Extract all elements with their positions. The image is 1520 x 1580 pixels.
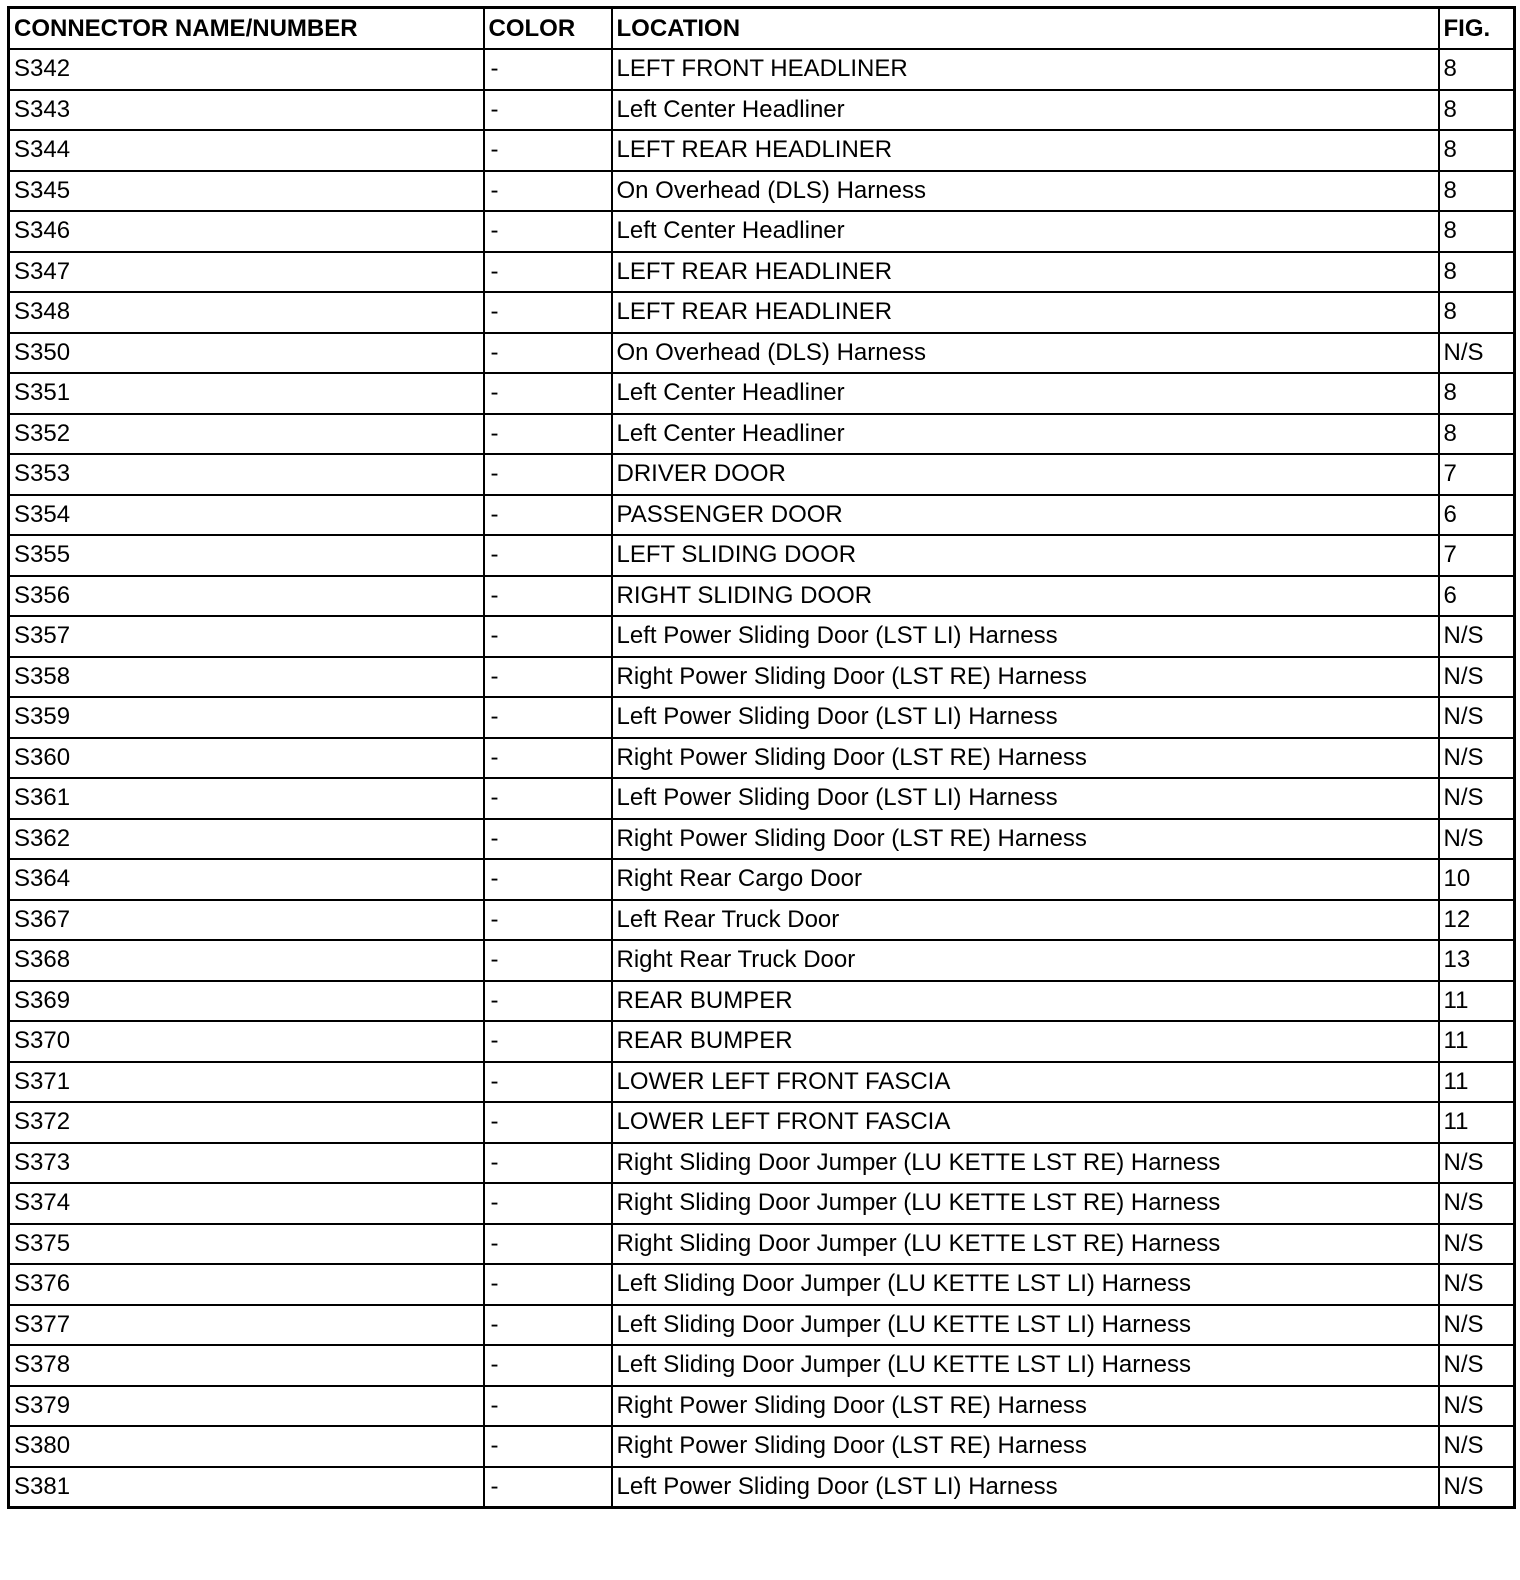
location-cell: LEFT SLIDING DOOR	[612, 535, 1439, 576]
color-cell: -	[484, 130, 612, 171]
connector-name-cell: S351	[9, 373, 484, 414]
location-cell: Left Rear Truck Door	[612, 900, 1439, 941]
connector-name-cell: S380	[9, 1426, 484, 1467]
table-row	[9, 1467, 1515, 1508]
connector-name-cell: S370	[9, 1021, 484, 1062]
fig-cell: 11	[1439, 1021, 1515, 1062]
table-row	[9, 1102, 1515, 1143]
location-cell: PASSENGER DOOR	[612, 495, 1439, 536]
color-cell: -	[484, 1305, 612, 1346]
fig-cell: N/S	[1439, 1386, 1515, 1427]
header-color: COLOR	[484, 8, 612, 50]
connector-name-cell: S373	[9, 1143, 484, 1184]
connector-name-cell: S350	[9, 333, 484, 374]
fig-cell: 8	[1439, 90, 1515, 131]
connector-table	[7, 6, 1516, 1509]
connector-name-cell: S378	[9, 1345, 484, 1386]
connector-name-cell: S364	[9, 859, 484, 900]
color-cell: -	[484, 1143, 612, 1184]
connector-name-cell: S372	[9, 1102, 484, 1143]
table-row	[9, 454, 1515, 495]
fig-cell: 8	[1439, 49, 1515, 90]
table-row	[9, 1224, 1515, 1265]
connector-name-cell: S367	[9, 900, 484, 941]
location-cell: Right Power Sliding Door (LST RE) Harness	[612, 1426, 1439, 1467]
color-cell: -	[484, 252, 612, 293]
table-row	[9, 414, 1515, 455]
fig-cell: N/S	[1439, 333, 1515, 374]
table-row	[9, 657, 1515, 698]
connector-name-cell: S345	[9, 171, 484, 212]
fig-cell: 8	[1439, 414, 1515, 455]
fig-cell: N/S	[1439, 1183, 1515, 1224]
location-cell: Right Rear Truck Door	[612, 940, 1439, 981]
connector-name-cell: S353	[9, 454, 484, 495]
table-row	[9, 171, 1515, 212]
connector-name-cell: S360	[9, 738, 484, 779]
table-row	[9, 616, 1515, 657]
location-cell: Right Power Sliding Door (LST RE) Harness	[612, 657, 1439, 698]
table-row	[9, 1183, 1515, 1224]
location-cell: LEFT REAR HEADLINER	[612, 292, 1439, 333]
table-row	[9, 535, 1515, 576]
table-row	[9, 495, 1515, 536]
color-cell: -	[484, 738, 612, 779]
connector-name-cell: S346	[9, 211, 484, 252]
location-cell: Left Center Headliner	[612, 414, 1439, 455]
header-fig: FIG.	[1439, 8, 1515, 50]
location-cell: Left Power Sliding Door (LST LI) Harness	[612, 1467, 1439, 1508]
table-row	[9, 940, 1515, 981]
fig-cell: 11	[1439, 1062, 1515, 1103]
location-cell: Left Sliding Door Jumper (LU KETTE LST LI) Harness	[612, 1345, 1439, 1386]
location-cell: LOWER LEFT FRONT FASCIA	[612, 1062, 1439, 1103]
location-cell: Left Center Headliner	[612, 90, 1439, 131]
table-row	[9, 373, 1515, 414]
location-cell: REAR BUMPER	[612, 981, 1439, 1022]
color-cell: -	[484, 1426, 612, 1467]
table-row	[9, 292, 1515, 333]
location-cell: On Overhead (DLS) Harness	[612, 333, 1439, 374]
color-cell: -	[484, 373, 612, 414]
table-row	[9, 981, 1515, 1022]
fig-cell: 11	[1439, 981, 1515, 1022]
color-cell: -	[484, 657, 612, 698]
connector-name-cell: S359	[9, 697, 484, 738]
color-cell: -	[484, 1021, 612, 1062]
color-cell: -	[484, 697, 612, 738]
location-cell: Right Power Sliding Door (LST RE) Harness	[612, 1386, 1439, 1427]
connector-name-cell: S347	[9, 252, 484, 293]
table-row	[9, 900, 1515, 941]
color-cell: -	[484, 211, 612, 252]
fig-cell: 12	[1439, 900, 1515, 941]
table-row	[9, 49, 1515, 90]
location-cell: LEFT FRONT HEADLINER	[612, 49, 1439, 90]
location-cell: REAR BUMPER	[612, 1021, 1439, 1062]
color-cell: -	[484, 495, 612, 536]
color-cell: -	[484, 1467, 612, 1508]
color-cell: -	[484, 1345, 612, 1386]
location-cell: Right Sliding Door Jumper (LU KETTE LST RE) Harness	[612, 1183, 1439, 1224]
fig-cell: 8	[1439, 171, 1515, 212]
color-cell: -	[484, 900, 612, 941]
connector-name-cell: S352	[9, 414, 484, 455]
color-cell: -	[484, 292, 612, 333]
location-cell: Right Sliding Door Jumper (LU KETTE LST RE) Harness	[612, 1224, 1439, 1265]
table-row	[9, 130, 1515, 171]
fig-cell: 8	[1439, 252, 1515, 293]
location-cell: Right Power Sliding Door (LST RE) Harness	[612, 819, 1439, 860]
location-cell: Left Power Sliding Door (LST LI) Harness	[612, 697, 1439, 738]
connector-name-cell: S368	[9, 940, 484, 981]
fig-cell: 11	[1439, 1102, 1515, 1143]
fig-cell: N/S	[1439, 1345, 1515, 1386]
table-row	[9, 1021, 1515, 1062]
color-cell: -	[484, 171, 612, 212]
location-cell: On Overhead (DLS) Harness	[612, 171, 1439, 212]
table-row	[9, 1305, 1515, 1346]
table-row	[9, 1345, 1515, 1386]
table-row	[9, 211, 1515, 252]
table-row	[9, 1062, 1515, 1103]
fig-cell: N/S	[1439, 1467, 1515, 1508]
connector-name-cell: S354	[9, 495, 484, 536]
connector-name-cell: S358	[9, 657, 484, 698]
color-cell: -	[484, 535, 612, 576]
table-row	[9, 576, 1515, 617]
fig-cell: N/S	[1439, 1426, 1515, 1467]
color-cell: -	[484, 1183, 612, 1224]
connector-name-cell: S362	[9, 819, 484, 860]
location-cell: Left Center Headliner	[612, 211, 1439, 252]
fig-cell: N/S	[1439, 1224, 1515, 1265]
location-cell: Left Center Headliner	[612, 373, 1439, 414]
connector-name-cell: S375	[9, 1224, 484, 1265]
color-cell: -	[484, 859, 612, 900]
location-cell: Left Sliding Door Jumper (LU KETTE LST LI) Harness	[612, 1305, 1439, 1346]
fig-cell: 8	[1439, 130, 1515, 171]
color-cell: -	[484, 1062, 612, 1103]
fig-cell: N/S	[1439, 1305, 1515, 1346]
location-cell: Left Sliding Door Jumper (LU KETTE LST LI) Harness	[612, 1264, 1439, 1305]
color-cell: -	[484, 1386, 612, 1427]
table-row	[9, 778, 1515, 819]
color-cell: -	[484, 819, 612, 860]
location-cell: LOWER LEFT FRONT FASCIA	[612, 1102, 1439, 1143]
connector-name-cell: S355	[9, 535, 484, 576]
table-row	[9, 1426, 1515, 1467]
connector-name-cell: S371	[9, 1062, 484, 1103]
table-row	[9, 859, 1515, 900]
fig-cell: 13	[1439, 940, 1515, 981]
location-cell: Right Power Sliding Door (LST RE) Harness	[612, 738, 1439, 779]
connector-name-cell: S357	[9, 616, 484, 657]
connector-name-cell: S369	[9, 981, 484, 1022]
connector-name-cell: S343	[9, 90, 484, 131]
header-location: LOCATION	[612, 8, 1439, 50]
location-cell: Right Sliding Door Jumper (LU KETTE LST RE) Harness	[612, 1143, 1439, 1184]
table-row	[9, 697, 1515, 738]
table-row	[9, 90, 1515, 131]
fig-cell: 8	[1439, 373, 1515, 414]
fig-cell: N/S	[1439, 697, 1515, 738]
location-cell: LEFT REAR HEADLINER	[612, 252, 1439, 293]
fig-cell: N/S	[1439, 1264, 1515, 1305]
fig-cell: N/S	[1439, 1143, 1515, 1184]
fig-cell: 6	[1439, 576, 1515, 617]
header-row	[9, 8, 1515, 50]
fig-cell: 8	[1439, 211, 1515, 252]
connector-name-cell: S342	[9, 49, 484, 90]
location-cell: Left Power Sliding Door (LST LI) Harness	[612, 616, 1439, 657]
color-cell: -	[484, 90, 612, 131]
color-cell: -	[484, 981, 612, 1022]
color-cell: -	[484, 454, 612, 495]
color-cell: -	[484, 1264, 612, 1305]
table-body	[9, 49, 1515, 1508]
color-cell: -	[484, 49, 612, 90]
table-row	[9, 1143, 1515, 1184]
color-cell: -	[484, 414, 612, 455]
fig-cell: 7	[1439, 454, 1515, 495]
fig-cell: 10	[1439, 859, 1515, 900]
table-row	[9, 252, 1515, 293]
connector-name-cell: S356	[9, 576, 484, 617]
connector-name-cell: S376	[9, 1264, 484, 1305]
location-cell: DRIVER DOOR	[612, 454, 1439, 495]
location-cell: LEFT REAR HEADLINER	[612, 130, 1439, 171]
connector-name-cell: S381	[9, 1467, 484, 1508]
fig-cell: N/S	[1439, 819, 1515, 860]
connector-name-cell: S377	[9, 1305, 484, 1346]
location-cell: Right Rear Cargo Door	[612, 859, 1439, 900]
table-row	[9, 1264, 1515, 1305]
fig-cell: 8	[1439, 292, 1515, 333]
header-connector-name: CONNECTOR NAME/NUMBER	[9, 8, 484, 50]
location-cell: Left Power Sliding Door (LST LI) Harness	[612, 778, 1439, 819]
table-row	[9, 1386, 1515, 1427]
color-cell: -	[484, 940, 612, 981]
connector-name-cell: S374	[9, 1183, 484, 1224]
table-row	[9, 333, 1515, 374]
fig-cell: N/S	[1439, 778, 1515, 819]
color-cell: -	[484, 778, 612, 819]
connector-name-cell: S379	[9, 1386, 484, 1427]
fig-cell: 7	[1439, 535, 1515, 576]
table-header	[9, 8, 1515, 50]
location-cell: RIGHT SLIDING DOOR	[612, 576, 1439, 617]
table-row	[9, 819, 1515, 860]
fig-cell: N/S	[1439, 616, 1515, 657]
color-cell: -	[484, 616, 612, 657]
table-row	[9, 738, 1515, 779]
color-cell: -	[484, 333, 612, 374]
color-cell: -	[484, 1224, 612, 1265]
color-cell: -	[484, 1102, 612, 1143]
connector-name-cell: S348	[9, 292, 484, 333]
color-cell: -	[484, 576, 612, 617]
connector-name-cell: S344	[9, 130, 484, 171]
connector-name-cell: S361	[9, 778, 484, 819]
fig-cell: N/S	[1439, 738, 1515, 779]
fig-cell: N/S	[1439, 657, 1515, 698]
fig-cell: 6	[1439, 495, 1515, 536]
